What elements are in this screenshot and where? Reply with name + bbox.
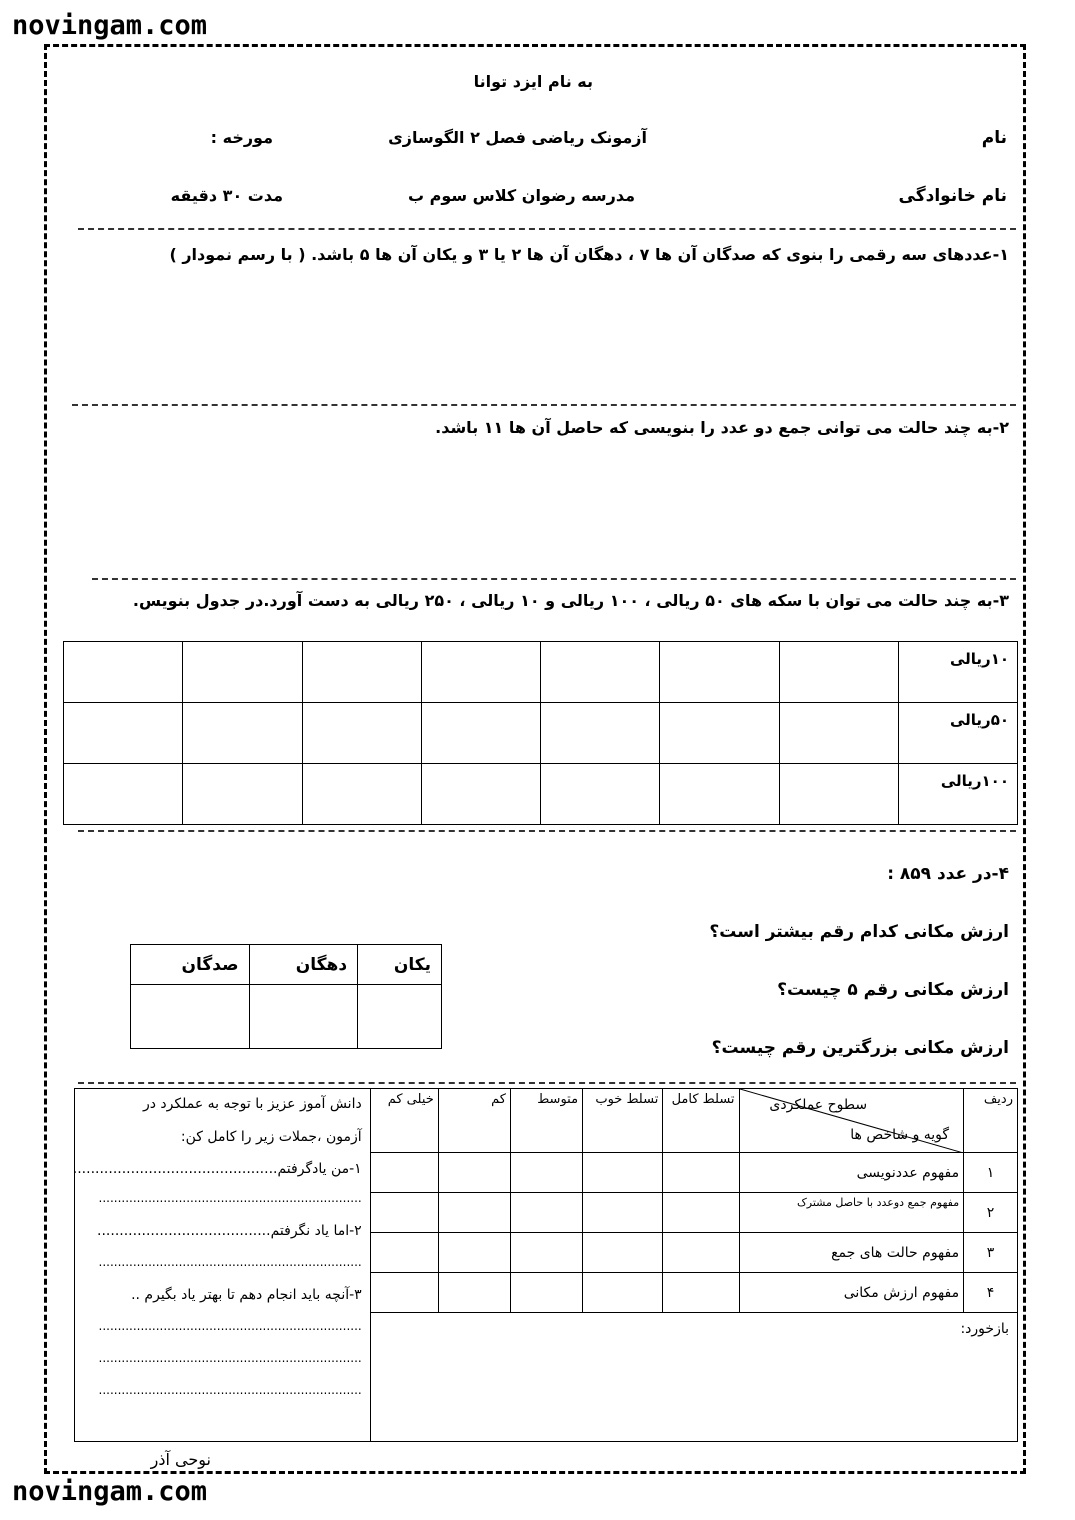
watermark-bottom: novingam.com xyxy=(12,1476,208,1507)
place-value-table xyxy=(130,944,442,1049)
table-row xyxy=(75,1089,1018,1153)
question-4: ۴-در عدد ۸۵۹ : xyxy=(887,864,1009,884)
watermark-top: novingam.com xyxy=(12,10,208,41)
question-4c: ارزش مکانی بزرگترین رقم چیست؟ xyxy=(711,1038,1009,1058)
level-low: کم xyxy=(438,1089,510,1153)
dotted-line: ..................................................................... xyxy=(98,1319,362,1333)
school-name: مدرسه رضوان کلاس سوم ب xyxy=(407,186,635,205)
question-1: ۱-عددهای سه رقمی را بنوی که صدگان آن ها ۷ ، دهگان آن ها ۲ یا ۳ و یکان آن ها ۵ باشد. ( با رسم نمودار ) xyxy=(169,245,1009,264)
table-row xyxy=(131,985,442,1049)
duration: مدت ۳۰ دقیقه xyxy=(170,186,283,205)
table-row xyxy=(64,764,1018,825)
level-excellent: تسلط کامل xyxy=(663,1089,739,1153)
separator-3 xyxy=(92,578,1016,580)
row-number-header: ردیف xyxy=(964,1089,1018,1153)
signature: نوحی آذر xyxy=(150,1450,211,1469)
dotted-line: ..................................................................... xyxy=(98,1255,362,1269)
question-2: ۲-به چند حالت می توانی جمع دو عدد را بنویسی که حاصل آن ها ۱۱ باشد. xyxy=(435,418,1009,437)
level-very-low: خیلی کم xyxy=(370,1089,438,1153)
row-number: ۲ xyxy=(964,1193,1018,1233)
family-label: نام خانوادگی xyxy=(898,186,1007,206)
indicators-header-cell xyxy=(739,1089,964,1153)
row-label: ۱۰۰ریالی xyxy=(899,764,1018,825)
self-line-3: ۳-آنچه باید انجام دهم تا بهتر یاد بگیرم .. xyxy=(131,1287,362,1303)
level-average: متوسط xyxy=(510,1089,582,1153)
bismillah: به نام ایزد توانا xyxy=(473,72,593,91)
evaluation-table xyxy=(74,1088,1018,1442)
row-label: ۱۰ریالی xyxy=(899,642,1018,703)
name-label: نام xyxy=(981,128,1007,148)
question-3: ۳-به چند حالت می توان با سکه های ۵۰ ریالی ، ۱۰۰ ریالی و ۱۰ ریالی ، ۲۵۰ ریالی به دست آورد.در جدول بنویس. xyxy=(132,591,1009,610)
self-assessment-cell xyxy=(72,1089,371,1442)
separator-1 xyxy=(78,228,1016,230)
feedback-cell: بازخورد: xyxy=(370,1313,1017,1442)
header-hundreds: صدگان xyxy=(131,945,250,985)
question-4b: ارزش مکانی رقم ۵ چیست؟ xyxy=(777,980,1009,1000)
separator-5 xyxy=(78,1082,1016,1084)
levels-header: سطوح عملکردی xyxy=(769,1097,868,1113)
table-row xyxy=(131,945,442,985)
self-intro-2: آزمون ،جملات زیر را کامل کن: xyxy=(180,1129,362,1145)
header-ones: یکان xyxy=(358,945,442,985)
row-number: ۱ xyxy=(964,1153,1018,1193)
table-row xyxy=(64,642,1018,703)
indicator-item: مفهوم حالت های جمع xyxy=(739,1233,964,1273)
separator-4 xyxy=(78,830,1016,832)
self-1-label: ۱-من یادگرفتم xyxy=(277,1161,362,1177)
exam-title: آزمونک ریاضی فصل ۲ الگوسازی xyxy=(388,128,647,147)
table-row xyxy=(64,703,1018,764)
indicator-item: مفهوم ارزش مکانی xyxy=(739,1273,964,1313)
self-line-2: ۲-اما یاد نگرفتم....................................... xyxy=(97,1223,362,1239)
separator-2 xyxy=(72,404,1016,406)
row-number: ۳ xyxy=(964,1233,1018,1273)
indicator-item: مفهوم جمع دوعدد با حاصل مشترک xyxy=(739,1193,964,1233)
level-good: تسلط خوب xyxy=(583,1089,663,1153)
question-4a: ارزش مکانی کدام رقم بیشتر است؟ xyxy=(709,922,1009,942)
row-label: ۵۰ریالی xyxy=(899,703,1018,764)
indicator-item: مفهوم عددنویسی xyxy=(739,1153,964,1193)
date-label: مورخه : xyxy=(210,128,273,147)
dotted-line: ..................................................................... xyxy=(98,1351,362,1365)
indicators-header: گویه و شاخص ها xyxy=(850,1127,950,1143)
header-tens: دهگان xyxy=(249,945,358,985)
self-2-label: ۲-اما یاد نگرفتم xyxy=(270,1223,362,1239)
row-number: ۴ xyxy=(964,1273,1018,1313)
self-line-1: ۱-من یادگرفتم.............................................. xyxy=(72,1161,362,1177)
self-intro-1: دانش آموز عزیز با توجه به عملکرد در xyxy=(142,1096,362,1112)
dotted-line: ..................................................................... xyxy=(98,1383,362,1397)
dotted-line: ..................................................................... xyxy=(98,1191,362,1205)
coins-table xyxy=(63,641,1018,825)
